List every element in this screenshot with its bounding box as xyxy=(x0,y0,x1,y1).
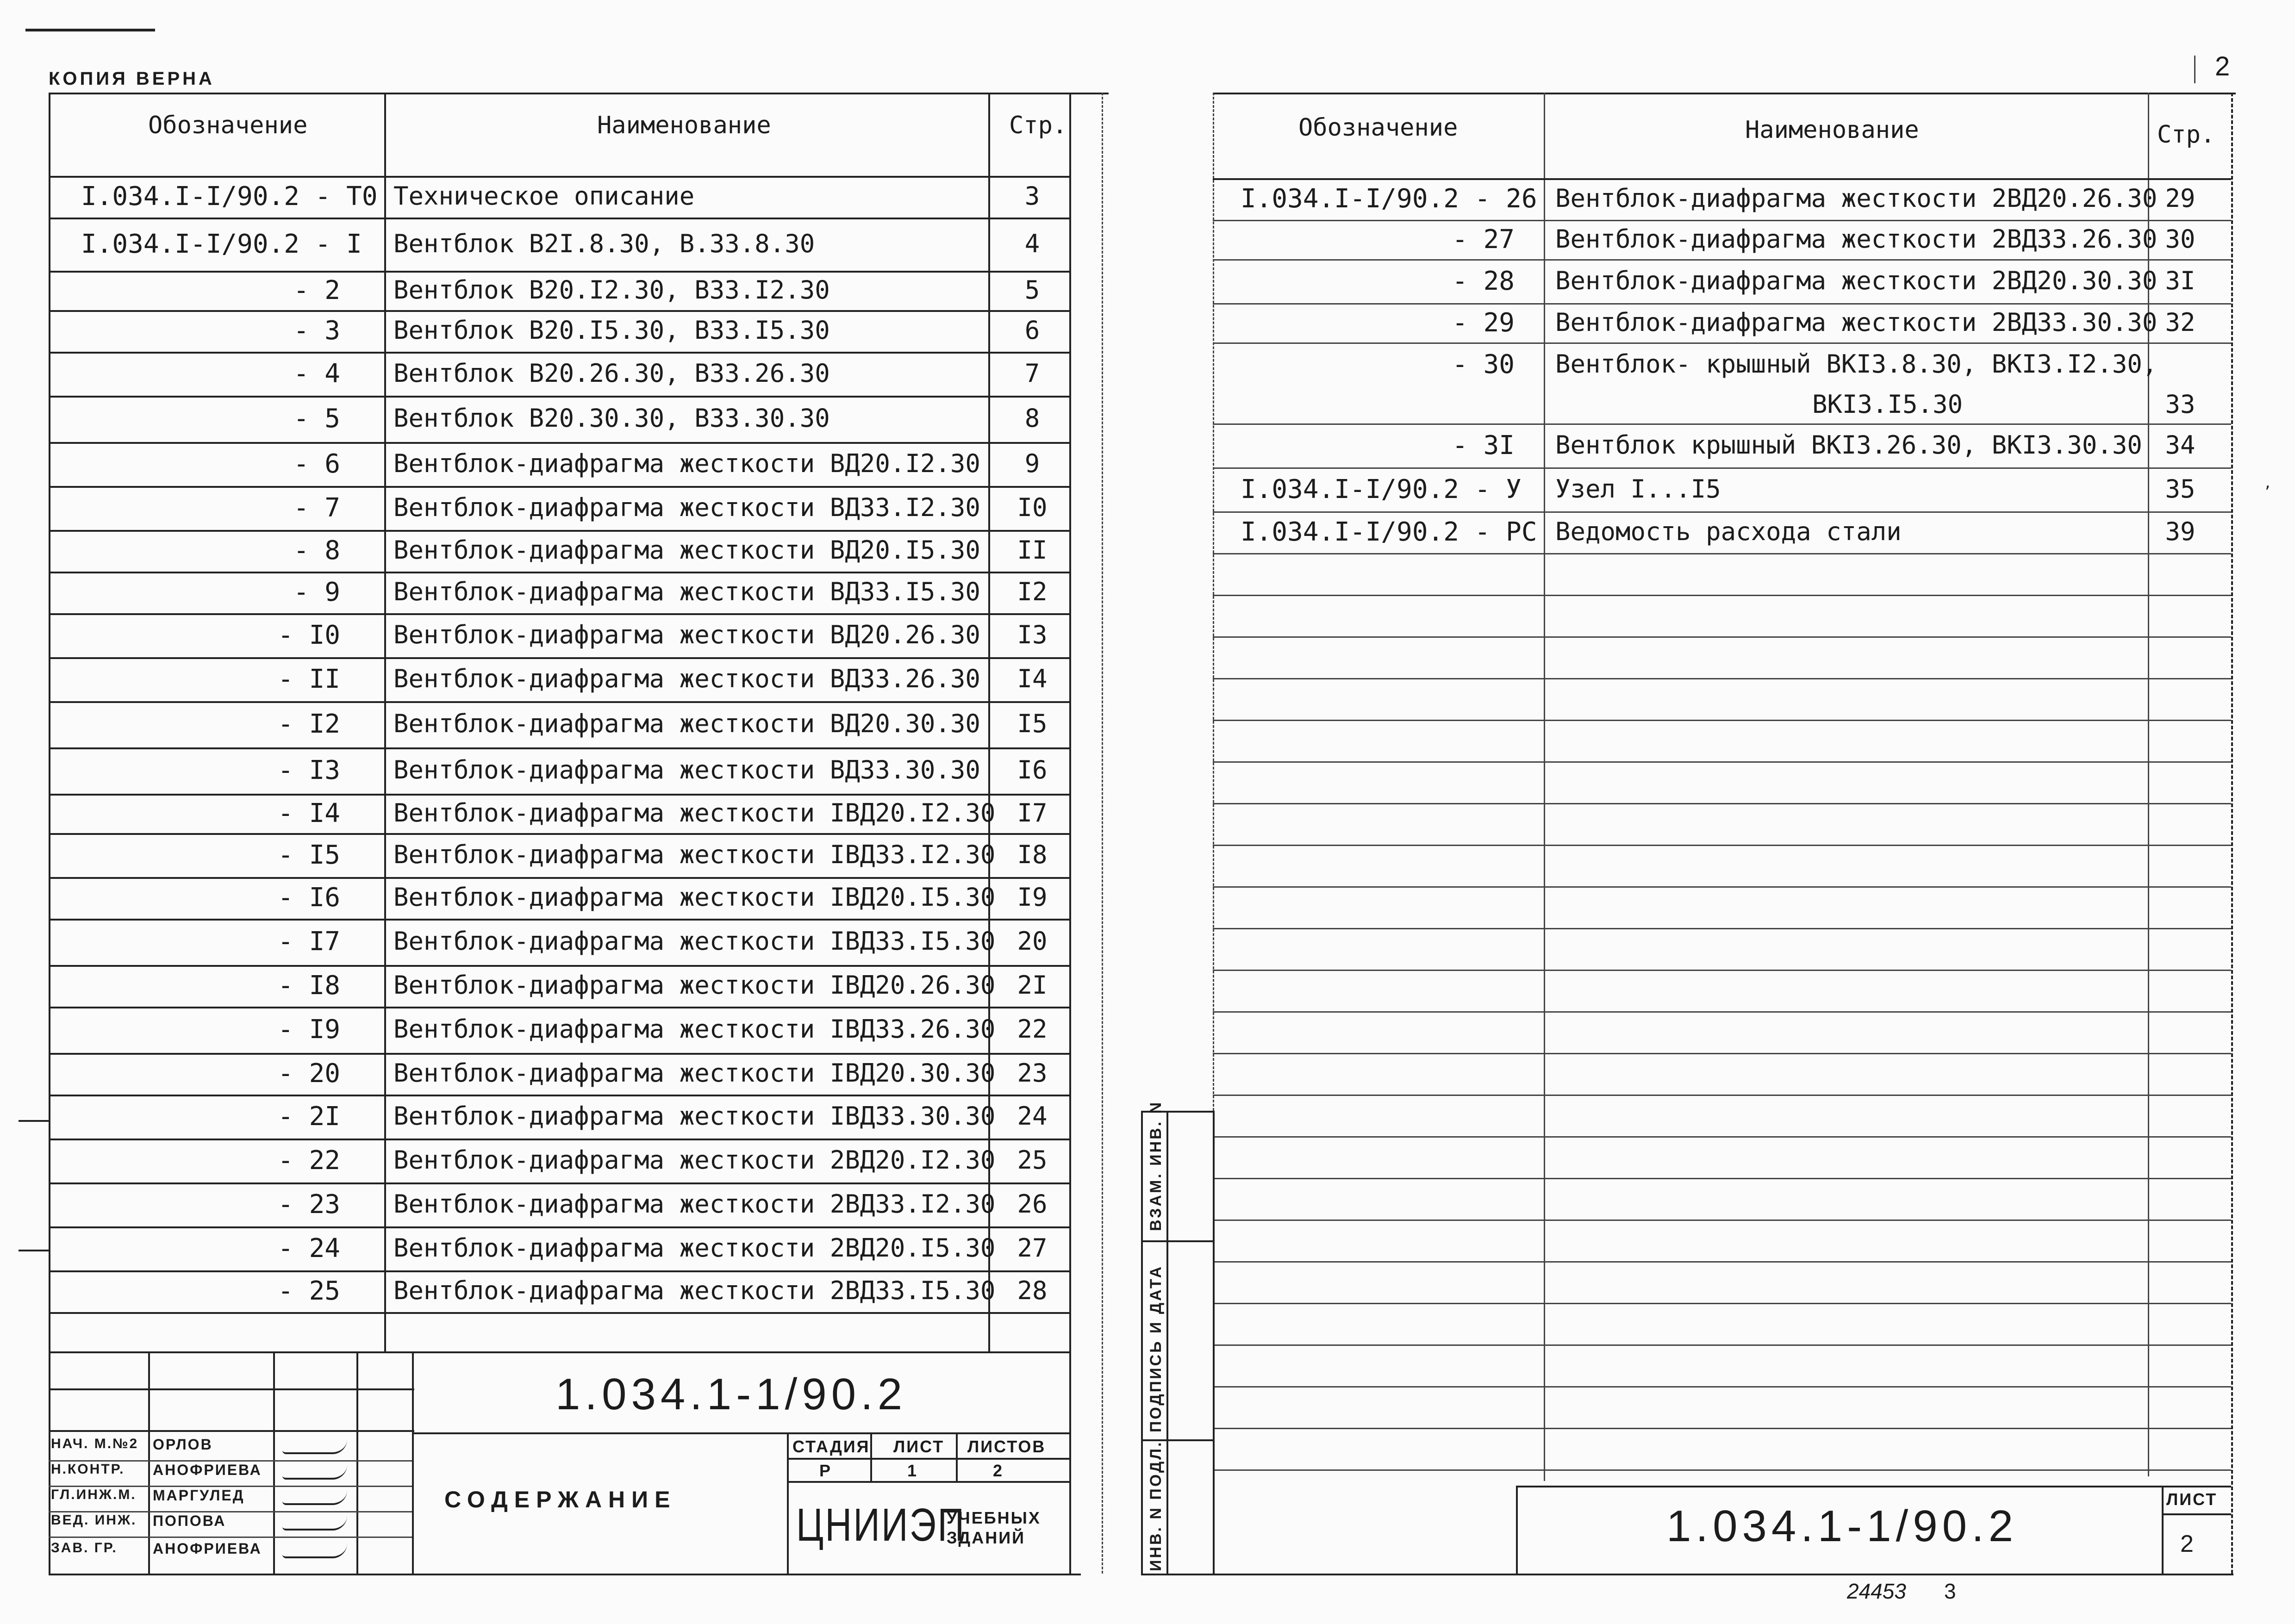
org-sub-1: УЧЕБНЫХ xyxy=(947,1508,1041,1527)
left-row-page: 4 xyxy=(1024,229,1040,258)
signature xyxy=(282,1543,347,1558)
left-row-name: Вентблок В20.I2.30, В33.I2.30 xyxy=(393,275,830,305)
left-row-page: I2 xyxy=(1017,577,1048,606)
right-sheet-value: 2 xyxy=(2180,1531,2194,1557)
sheets-value: 2 xyxy=(993,1461,1004,1480)
empty-row-divider xyxy=(1213,970,2231,971)
left-row-page: II xyxy=(1017,535,1048,565)
left-row-name: Вентблок-диафрагма жесткости IВД33.26.30 xyxy=(393,1014,996,1044)
sheets-label: ЛИСТОВ xyxy=(967,1437,1046,1456)
left-row-page: I5 xyxy=(1017,709,1048,738)
row-divider xyxy=(49,919,1069,921)
right-row-page: 30 xyxy=(2165,224,2195,254)
row-divider xyxy=(49,657,1069,659)
empty-row-divider xyxy=(1213,1386,2231,1388)
empty-row-divider xyxy=(1213,720,2231,721)
role-name: ПОПОВА xyxy=(153,1512,226,1529)
row-divider xyxy=(49,701,1069,703)
role-name: МАРГУЛЕД xyxy=(153,1487,245,1504)
empty-row-divider xyxy=(1213,1178,2231,1179)
side-label-signature: ПОДПИСЬ И ДАТА xyxy=(1147,1264,1165,1432)
right-row-page: 34 xyxy=(2165,430,2195,460)
empty-row-divider xyxy=(1213,1469,2231,1471)
left-row-page: 25 xyxy=(1017,1145,1048,1175)
empty-row-divider xyxy=(1213,1303,2231,1304)
right-header-page: Стр. xyxy=(2157,121,2215,149)
row-divider xyxy=(49,747,1069,749)
empty-row-divider xyxy=(1213,761,2231,763)
right-row-code: - 3I xyxy=(1452,430,1515,460)
right-row-code: I.034.I-I/90.2 - 26 xyxy=(1241,184,1537,214)
left-row-code: - I8 xyxy=(278,971,340,1001)
right-row-name: Вентблок-диафрагма жесткости 2ВД33.26.30 xyxy=(1555,224,2158,254)
scan-mark xyxy=(25,29,155,31)
left-row-page: 8 xyxy=(1024,404,1040,433)
empty-row-divider xyxy=(1213,595,2231,596)
left-row-name: Вентблок-диафрагма жесткости ВД20.30.30 xyxy=(393,709,980,738)
right-stamp-doc-code: 1.034.1-1/90.2 xyxy=(1666,1501,2018,1551)
row-divider xyxy=(49,352,1069,354)
left-row-code: - 20 xyxy=(278,1058,340,1089)
empty-row-divider xyxy=(1213,1053,2231,1054)
row-divider xyxy=(49,310,1069,312)
row-divider xyxy=(49,1095,1069,1096)
left-row-name: Вентблок-диафрагма жесткости 2ВД33.I5.30 xyxy=(393,1276,996,1305)
left-row-code: - 2 xyxy=(293,275,340,305)
role-label: Н.КОНТР. xyxy=(51,1462,125,1477)
left-row-name: Вентблок-диафрагма жесткости ВД20.I5.30 xyxy=(393,535,980,565)
left-row-page: 5 xyxy=(1024,275,1040,305)
row-divider xyxy=(49,1007,1069,1008)
left-row-code: - 2I xyxy=(278,1101,340,1132)
left-row-page: 3 xyxy=(1024,181,1040,211)
left-row-code: - I4 xyxy=(278,798,340,828)
left-row-code: - 22 xyxy=(278,1145,340,1176)
stage-value: Р xyxy=(819,1461,832,1480)
right-row-page: 35 xyxy=(2165,474,2195,504)
row-divider xyxy=(49,530,1069,532)
empty-row-divider xyxy=(1213,1428,2231,1429)
right-row-code: - 29 xyxy=(1452,307,1515,338)
left-row-name: Вентблок-диафрагма жесткости ВД33.I5.30 xyxy=(393,577,980,606)
row-divider xyxy=(49,965,1069,967)
left-row-page: I6 xyxy=(1017,755,1048,784)
row-divider xyxy=(49,1182,1069,1184)
row-divider xyxy=(49,833,1069,835)
left-row-page: 24 xyxy=(1017,1101,1048,1131)
left-row-name: Вентблок-диафрагма жесткости IВД33.I5.30 xyxy=(393,927,996,956)
empty-row-divider xyxy=(1213,845,2231,846)
empty-row-divider xyxy=(1213,1261,2231,1263)
row-divider xyxy=(49,572,1069,573)
left-row-code: - I7 xyxy=(278,927,340,957)
row-divider xyxy=(49,877,1069,879)
row-divider xyxy=(1213,553,2231,554)
row-divider xyxy=(49,486,1069,488)
right-row-code: - 28 xyxy=(1452,266,1515,296)
left-row-name: Вентблок-диафрагма жесткости IВД33.30.30 xyxy=(393,1101,996,1131)
empty-row-divider xyxy=(1213,1136,2231,1138)
left-row-code: - 23 xyxy=(278,1189,340,1220)
right-row-page: 32 xyxy=(2165,307,2195,337)
stage-label: СТАДИЯ xyxy=(792,1437,870,1456)
right-row-page: 3I xyxy=(2165,266,2195,295)
left-row-code: I.034.I-I/90.2 - T0 xyxy=(81,181,378,212)
left-row-code: - I9 xyxy=(278,1014,340,1045)
signature xyxy=(282,1516,347,1531)
sheet-label: ЛИСТ xyxy=(893,1437,945,1456)
left-row-code: - I2 xyxy=(278,709,340,739)
left-row-name: Вентблок-диафрагма жесткости ВД33.I2.30 xyxy=(393,492,980,522)
left-row-page: I9 xyxy=(1017,883,1048,912)
left-row-code: - I5 xyxy=(278,840,340,870)
left-row-name: Вентблок-диафрагма жесткости 2ВД33.I2.30 xyxy=(393,1189,996,1219)
row-divider xyxy=(49,396,1069,398)
row-divider xyxy=(49,1139,1069,1140)
right-row-name: Узел I...I5 xyxy=(1555,474,1721,504)
left-row-name: Вентблок-диафрагма жесткости IВД20.30.30 xyxy=(393,1058,996,1088)
left-row-code: - II xyxy=(278,664,340,694)
left-row-code: - 7 xyxy=(293,492,340,523)
row-divider xyxy=(49,1226,1069,1228)
right-row-name: Ведомость расхода стали xyxy=(1555,517,1902,546)
left-row-page: 28 xyxy=(1017,1276,1048,1305)
left-row-code: - 4 xyxy=(293,358,340,389)
row-divider xyxy=(1213,342,2231,344)
row-divider xyxy=(49,1270,1069,1272)
row-divider xyxy=(1213,303,2231,305)
left-row-name: Вентблок-диафрагма жесткости IВД33.I2.30 xyxy=(393,840,996,869)
right-row-code: - 27 xyxy=(1452,224,1515,255)
left-row-page: 22 xyxy=(1017,1014,1048,1044)
right-row-name: Вентблок крышный ВКI3.26.30, ВКI3.30.30 xyxy=(1555,430,2142,460)
sheet-value: 1 xyxy=(907,1461,918,1480)
stamp-title: СОДЕРЖАНИЕ xyxy=(444,1487,677,1512)
row-divider xyxy=(1213,467,2231,469)
header-name: Наименование xyxy=(597,112,771,139)
right-row-code: I.034.I-I/90.2 - У xyxy=(1241,474,1522,504)
left-row-page: I0 xyxy=(1017,492,1048,522)
empty-row-divider xyxy=(1213,1220,2231,1221)
inventory-suffix: 3 xyxy=(1944,1579,1956,1603)
left-row-name: Вентблок В2I.8.30, В.33.8.30 xyxy=(393,229,815,258)
page-number: 2 xyxy=(2215,51,2230,81)
right-row-name: Вентблок-диафрагма жесткости 2ВД20.30.30 xyxy=(1555,266,2158,295)
margin-mark: , xyxy=(2264,475,2272,492)
left-row-name: Техническое описание xyxy=(393,181,695,211)
org-name: ЦНИИЭП xyxy=(796,1499,966,1551)
left-row-name: Вентблок-диафрагма жесткости IВД20.I5.30 xyxy=(393,883,996,912)
row-divider xyxy=(1213,259,2231,261)
row-divider xyxy=(49,1312,1069,1314)
left-row-name: Вентблок-диафрагма жесткости 2ВД20.I2.30 xyxy=(393,1145,996,1175)
role-name: ОРЛОВ xyxy=(153,1436,213,1453)
right-row-code: I.034.I-I/90.2 - PC xyxy=(1241,517,1537,547)
right-sheet-label: ЛИСТ xyxy=(2166,1490,2218,1509)
left-row-name: Вентблок-диафрагма жесткости IВД20.26.30 xyxy=(393,971,996,1000)
empty-row-divider xyxy=(1213,886,2231,888)
row-divider xyxy=(49,218,1069,219)
row-divider xyxy=(1213,220,2231,221)
left-row-page: I7 xyxy=(1017,798,1048,828)
left-row-name: Вентблок-диафрагма жесткости ВД20.26.30 xyxy=(393,620,980,649)
inventory-number: 24453 xyxy=(1847,1579,1906,1603)
right-row-page: 33 xyxy=(2165,390,2195,419)
empty-row-divider xyxy=(1213,678,2231,679)
stamp-doc-code: 1.034.1-1/90.2 xyxy=(555,1369,907,1419)
empty-row-divider xyxy=(1213,636,2231,638)
left-row-code: - 5 xyxy=(293,404,340,434)
right-row-page: 39 xyxy=(2165,517,2195,546)
right-row-page: 29 xyxy=(2165,184,2195,213)
row-divider xyxy=(49,794,1069,796)
role-name: АНОФРИЕВА xyxy=(153,1462,262,1478)
empty-row-divider xyxy=(1213,1344,2231,1346)
row-divider xyxy=(49,1053,1069,1055)
right-header-designation: Обозначение xyxy=(1298,114,1458,142)
header-page: Стр. xyxy=(1009,112,1067,139)
row-divider xyxy=(49,613,1069,615)
left-row-name: Вентблок В20.30.30, В33.30.30 xyxy=(393,404,830,433)
side-label-replace: ВЗАМ. ИНВ. N xyxy=(1147,1100,1165,1231)
left-row-page: 7 xyxy=(1024,358,1040,388)
left-row-code: - I3 xyxy=(278,755,340,785)
role-name: АНОФРИЕВА xyxy=(153,1540,262,1557)
signature xyxy=(282,1465,347,1480)
role-label: ГЛ.ИНЖ.М. xyxy=(51,1487,137,1502)
signature xyxy=(282,1439,347,1454)
row-divider xyxy=(1213,423,2231,425)
left-row-page: I3 xyxy=(1017,620,1048,649)
right-row-name: Вентблок-диафрагма жесткости 2ВД33.30.30 xyxy=(1555,307,2158,337)
right-row-name: Вентблок- крышный ВКI3.8.30, ВКI3.I2.30, xyxy=(1555,349,2158,379)
left-row-code: - 6 xyxy=(293,448,340,479)
left-row-name: Вентблок В20.26.30, В33.26.30 xyxy=(393,358,830,388)
left-row-code: - 9 xyxy=(293,577,340,607)
signature xyxy=(282,1490,347,1505)
left-row-name: Вентблок-диафрагма жесткости ВД33.30.30 xyxy=(393,755,980,784)
right-row-name: Вентблок-диафрагма жесткости 2ВД20.26.30 xyxy=(1555,184,2158,213)
left-row-name: Вентблок-диафрагма жесткости ВД20.I2.30 xyxy=(393,448,980,478)
role-label: ВЕД. ИНЖ. xyxy=(51,1512,137,1528)
left-row-page: 23 xyxy=(1017,1058,1048,1088)
left-row-name: Вентблок-диафрагма жесткости 2ВД20.I5.30 xyxy=(393,1233,996,1263)
left-row-name: Вентблок-диафрагма жесткости ВД33.26.30 xyxy=(393,664,980,693)
left-row-name: Вентблок-диафрагма жесткости IВД20.I2.30 xyxy=(393,798,996,828)
left-row-code: - 24 xyxy=(278,1233,340,1263)
right-row-code: - 30 xyxy=(1452,349,1515,380)
empty-row-divider xyxy=(1213,1095,2231,1096)
org-sub-2: ЗДАНИЙ xyxy=(947,1528,1025,1547)
left-row-page: 26 xyxy=(1017,1189,1048,1219)
row-divider xyxy=(1213,511,2231,513)
left-row-code: - 8 xyxy=(293,535,340,566)
copy-mark: КОПИЯ ВЕРНА xyxy=(49,68,215,89)
left-row-page: 2I xyxy=(1017,971,1048,1000)
left-row-page: 9 xyxy=(1024,448,1040,478)
role-label: НАЧ. М.№2 xyxy=(51,1436,139,1451)
right-header-name: Наименование xyxy=(1745,116,1919,144)
row-divider xyxy=(49,271,1069,273)
left-row-code: - 25 xyxy=(278,1276,340,1306)
left-row-page: 27 xyxy=(1017,1233,1048,1263)
empty-row-divider xyxy=(1213,803,2231,804)
empty-row-divider xyxy=(1213,928,2231,929)
left-row-code: - I6 xyxy=(278,883,340,913)
empty-row-divider xyxy=(1213,1011,2231,1013)
left-row-page: 6 xyxy=(1024,316,1040,345)
role-label: ЗАВ. ГР. xyxy=(51,1540,118,1556)
side-label-inventory: ИНВ. N ПОДЛ. xyxy=(1147,1440,1165,1571)
left-row-page: I4 xyxy=(1017,664,1048,693)
row-divider xyxy=(49,442,1069,444)
left-row-page: 20 xyxy=(1017,927,1048,956)
left-row-name: Вентблок В20.I5.30, В33.I5.30 xyxy=(393,316,830,345)
right-row-name: ВКI3.I5.30 xyxy=(1812,390,1963,419)
left-row-code: I.034.I-I/90.2 - I xyxy=(81,229,362,259)
header-designation: Обозначение xyxy=(148,112,308,139)
left-row-code: - I0 xyxy=(278,620,340,650)
left-row-page: I8 xyxy=(1017,840,1048,869)
left-row-code: - 3 xyxy=(293,316,340,346)
